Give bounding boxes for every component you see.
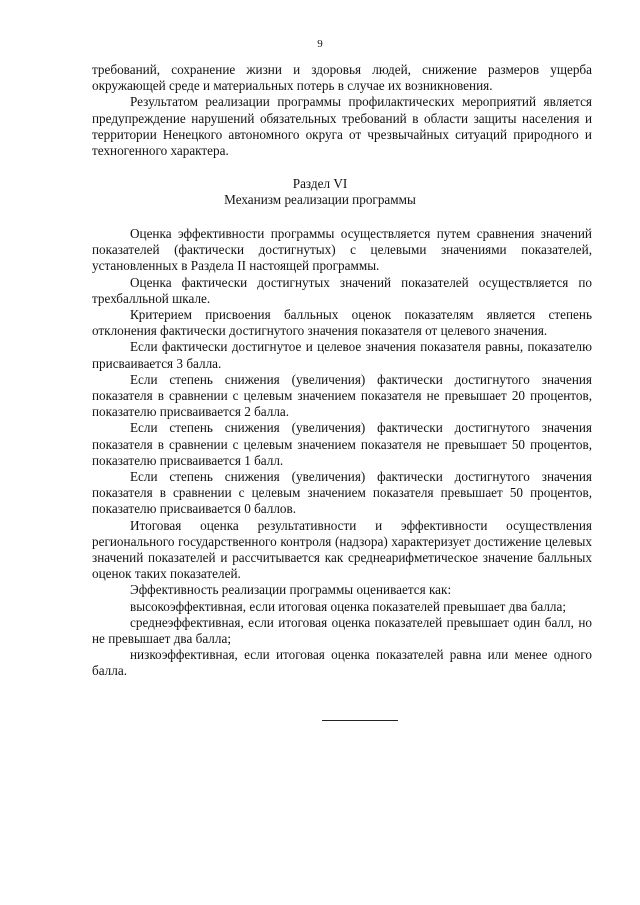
paragraph: Критерием присвоения балльных оценок показателям является степень отклонения фактически достигнутого значения показателя от целевого значения. (92, 307, 592, 339)
paragraph: Если фактически достигнутое и целевое значения показателя равны, показателю присваивается 3 балла. (92, 339, 592, 371)
paragraph: Эффективность реализации программы оценивается как: (130, 582, 452, 598)
list-item: низкоэффективная, если итоговая оценка показателей равна или менее одного балла. (92, 647, 592, 679)
list-item: среднеэффективная, если итоговая оценка показателей превышает один балл, но не превышает два балла; (92, 614, 592, 647)
paragraph: Оценка эффективности программы осуществляется путем сравнения значений показателей (фактически достигнутых) с целевыми значениями показателей, установленных в Раздела II настоящей программы. (92, 226, 592, 274)
paragraph: требований, сохранение жизни и здоровья людей, снижение размеров ущерба окружающей среде и материальных потерь в случае их возникновения. (92, 62, 592, 94)
closing-rule (322, 720, 398, 721)
page-number: 9 (317, 38, 323, 50)
list-item: высокоэффективная, если итоговая оценка показателей превышает два балла; (130, 598, 567, 614)
paragraph: Если степень снижения (увеличения) фактически достигнутого значения показателя в сравнении с целевым значением показателя превышает 50 процентов, показателю присваивается 0 баллов. (92, 469, 592, 517)
paragraph: Оценка фактически достигнутых значений показателей осуществляется по трехбалльной шкале. (92, 274, 592, 306)
section-label: Раздел VI (292, 176, 348, 191)
section-heading (0, 176, 640, 208)
paragraph: Итоговая оценка результативности и эффективности осуществления регионального государственного контроля (надзора) характеризует достижение целевых значений показателей и рассчитывается как среднеарифметическое значение балльных оценок таких показателей. (92, 517, 592, 582)
section-title: Механизм реализации программы (224, 192, 416, 208)
paragraph: Результатом реализации программы профилактических мероприятий является предупреждение нарушений обязательных требований в области защиты населения и территории Ненецкого автономного округа от чрезвычайных ситуаций природного и техногенного характера. (92, 94, 592, 159)
intro-text (92, 62, 592, 159)
paragraph: Если степень снижения (увеличения) фактически достигнутого значения показателя в сравнении с целевым значением показателя не превышает 20 процентов, показателю присваивается 2 балла. (92, 371, 592, 420)
paragraph: Если степень снижения (увеличения) фактически достигнутого значения показателя в сравнении с целевым значением показателя не превышает 50 процентов, показателю присваивается 1 балл. (92, 420, 592, 468)
section-body (92, 226, 592, 680)
